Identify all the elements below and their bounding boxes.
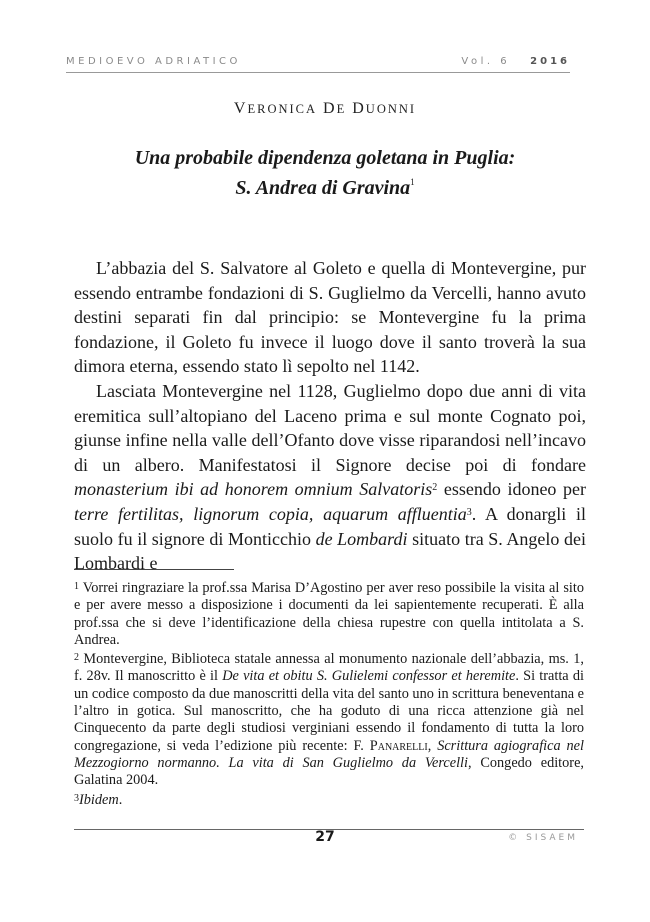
text-run: essendo idoneo per [437, 479, 587, 500]
text-run: situato tra S. Angelo dei Lombardi e [74, 528, 586, 574]
author-initial: D [323, 100, 337, 117]
italic-term: de Lombardi [315, 528, 408, 549]
footnote-ref[interactable]: 3 [466, 506, 472, 518]
footnote-text: , [427, 737, 438, 754]
journal-name: MEDIOEVO ADRIATICO [66, 56, 241, 67]
cited-author: Panarelli [369, 737, 428, 754]
text-run: Lasciata Montevergine nel 1128, Guglielmo dopo due anni di vita eremitica sull’altopiano del Laceno prima e sul monte Cognato poi, giunse infine nella valle dell’Ofanto dove visse riparandosi nell’incavo di un albero. Manifestatosi il Signore decise poi di fondare [74, 380, 586, 475]
author-last-rest: UONNI [365, 102, 417, 116]
author-name [0, 100, 650, 118]
footnote-text: Ibidem [79, 791, 119, 808]
page-number: 27 [315, 829, 335, 845]
footnote-ref[interactable]: 1 [410, 177, 415, 187]
year-label: 2016 [530, 56, 570, 67]
author-initial: V [233, 100, 248, 117]
footnote-separator [74, 569, 234, 570]
footnote-number: 1 [74, 581, 79, 592]
title-text: S. Andrea di Gravina [235, 177, 411, 199]
paragraph-1: L’abbazia del S. Salvatore al Goleto e quella di Montevergine, pur essendo entrambe fondazioni di S. Guglielmo da Vercelli, hanno avuto destini separati fin dal principio: se Montevergine fu la prima fondazione, il Goleto fu invece il luogo dove il santo troverà la sua dimora eterna, essendo stato lì sepolto nel 1142. [74, 258, 586, 377]
issue-info [461, 56, 570, 67]
footnote-1 [74, 578, 584, 649]
footnote-ref[interactable]: 2 [432, 482, 438, 494]
footnote-2 [74, 649, 584, 789]
article-title [0, 146, 650, 200]
footnote-text: Vorrei ringraziare la prof.ssa Marisa D’Agostino per aver reso possibile la visita al sito e per avere messo a disposizione i documenti da lei sapientemente recuperati. È alla prof.ssa che si deve l’identificazione della chiesa rupestre con quella intitolata a S. Andrea. [74, 580, 584, 648]
footnote-text: . [118, 791, 123, 808]
footnote-text: , Congedo editore, Galatina 2004. [74, 754, 584, 789]
title-line-1: Una probabile dipendenza goletana in Puglia: [134, 147, 516, 169]
footnote-text: . Si tratta di un codice composto da due manoscritti della vita del santo uno in scrittura beneventana e l’altro in gotica. Sul manoscritto, che ha goduto di una ricca attenzione già nel Cinquecento da parte degli studiosi verginiani essendo il fondamento di tutta la loro congregazione, si veda l’edizione più recente: F. [74, 668, 584, 754]
author-last-rest: E [336, 102, 347, 116]
author-first-rest: ERONICA [247, 102, 318, 116]
volume-label: Vol. 6 [461, 56, 511, 67]
title-line-2 [0, 170, 650, 200]
cited-work-title: Scrittura agiografica nel Mezzogiorno normanno. La vita di San Guglielmo da Vercelli [74, 737, 584, 771]
running-header [66, 56, 570, 73]
paragraph-2 [74, 379, 586, 576]
footnote-number: 2 [74, 652, 79, 664]
article-body [74, 256, 586, 576]
author-initial: D [352, 100, 366, 117]
latin-quote: monasterium ibi ad honorem omnium Salvatoris [74, 479, 433, 500]
copyright-mark: © SISAEM [508, 833, 578, 843]
manuscript-title: De vita et obitu S. Gulielemi confessor et heremite [222, 668, 516, 685]
footnotes [74, 578, 584, 809]
footnote-3 [74, 790, 584, 809]
text-run: . A donargli il suolo fu il signore di Monticchio [74, 503, 586, 549]
footnote-number: 3 [74, 792, 79, 804]
footnote-text: Montevergine, Biblioteca statale annessa al monumento nazionale dell’abbazia, ms. 1, f. 28v. Il manoscritto è il [74, 651, 584, 685]
latin-quote: terre fertilitas, lignorum copia, aquarum affluentia [74, 503, 467, 524]
